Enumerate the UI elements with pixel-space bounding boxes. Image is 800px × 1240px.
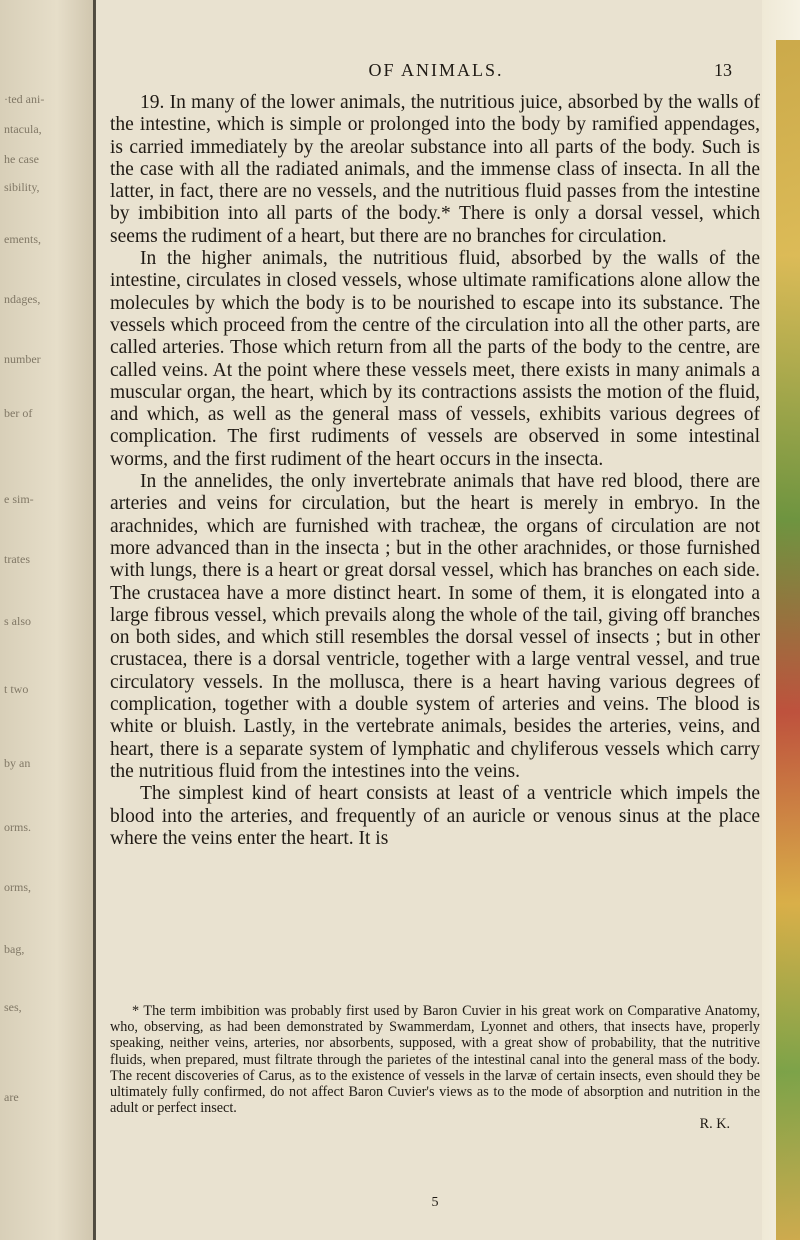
bleed-text: ndages,: [4, 292, 41, 306]
bleed-text: e sim-: [4, 492, 34, 506]
bleed-text: s also: [4, 614, 31, 628]
bleed-text: are: [4, 1090, 19, 1104]
paragraph: The simplest kind of heart consists at least of a ventricle which impels the blood into the arteries, and frequently of an auricle or venous sinus at the place where the veins enter the heart. It is: [110, 783, 760, 849]
bleed-text: he case: [4, 152, 39, 166]
paragraph: 19. In many of the lower animals, the nutritious juice, absorbed by the walls of the intestine, which is simple or prolonged into the body by ramified appendages, is carried immediately by the areolar substance into all parts of the body. Such is the case with all the radiated animals, and the immense class of insecta. In all the latter, in fact, there are no vessels, and the nutritious fluid passes from the intestine by imbibition into all parts of the body.* There is only a dorsal vessel, which seems the rudiment of a heart, but there are no branches for circulation.: [110, 92, 760, 247]
bleed-text: t two: [4, 682, 29, 696]
bleed-text: bag,: [4, 942, 25, 956]
binding-strip: [776, 40, 800, 1240]
page-number: 13: [714, 60, 732, 80]
signature-mark: 5: [431, 1195, 439, 1210]
bleed-text: sibility,: [4, 180, 40, 194]
footnote-text: * The term imbibition was probably first used by Baron Cuvier in his great work on Comparative Anatomy, who, observing, as had been demonstrated by Swammerdam, Lyonnet and others, that insects have, properly speaking, neither veins, arteries, nor absorbents, supposed, with a great show of probability, that the nutritive fluids, when prepared, must filtrate through the parietes of the intestinal canal into the general mass of the body. The recent discoveries of Carus, as to the existence of vessels in the larvæ of certain insects, even should they be ultimately fully confirmed, do not affect Baron Cuvier's views as to the mode of absorption and nutrition in the adult or perfect insect.: [110, 1003, 760, 1117]
footnote: [110, 1003, 760, 1133]
bleed-text: by an: [4, 756, 31, 770]
running-title: OF ANIMALS.: [368, 60, 504, 80]
facing-page-bleed: [0, 0, 95, 1240]
paragraph: In the higher animals, the nutritious fluid, absorbed by the walls of the intestine, circulates in closed vessels, whose ultimate ramifications alone allow the molecules by which the body is to be nourished to escape into its substance. The vessels which proceed from the centre of the circulation into all the other parts, are called arteries. Those which return from all the parts of the body to the centre, are called veins. At the point where these vessels meet, there exists in many animals a muscular organ, the heart, which by its contractions assists the motion of the fluid, and which, as well as the general mass of vessels, exhibits various degrees of complication. The first rudiments of vessels are observed in some intestinal worms, and the first rudiment of the heart occurs in the insecta.: [110, 248, 760, 470]
book-page: [110, 0, 762, 1240]
bleed-text: orms.: [4, 820, 31, 834]
gutter-rule: [93, 0, 96, 1240]
bleed-text: number: [4, 352, 41, 366]
body-text: [110, 92, 760, 850]
running-head: [110, 60, 762, 84]
bleed-text: trates: [4, 552, 30, 566]
footnote-signature: R. K.: [699, 1116, 730, 1133]
bleed-text: ses,: [4, 1000, 22, 1014]
bleed-text: ntacula,: [4, 122, 42, 136]
right-page-edge: [762, 0, 800, 1240]
paragraph: In the annelides, the only invertebrate animals that have red blood, there are arteries and veins for circulation, but the heart is merely in embryo. In the arachnides, which are furnished with tracheæ, the organs of circulation are not more advanced than in the insecta ; but in the other arachnides, or those furnished with lungs, there is a heart or great dorsal vessel, which has branches on each side. The crustacea have a more distinct heart. In some of them, it is elongated into a large fibrous vessel, which prevails along the whole of the tail, giving off branches on both sides, and which still resembles the dorsal vessel of insects ; but in other crustacea, there is a dorsal ventricle, together with a large ventral vessel, and true circulatory vessels. In the mollusca, there is a heart having various degrees of complication, together with a double system of arteries and veins. The blood is white or bluish. Lastly, in the vertebrate animals, besides the arteries, veins, and heart, there is a separate system of lymphatic and chyliferous vessels which carry the nutritious fluid from the intestines into the veins.: [110, 471, 760, 782]
bleed-text: orms,: [4, 880, 31, 894]
bleed-text: ·ted ani-: [4, 92, 45, 106]
bleed-text: ements,: [4, 232, 41, 246]
bleed-text: ber of: [4, 406, 33, 420]
